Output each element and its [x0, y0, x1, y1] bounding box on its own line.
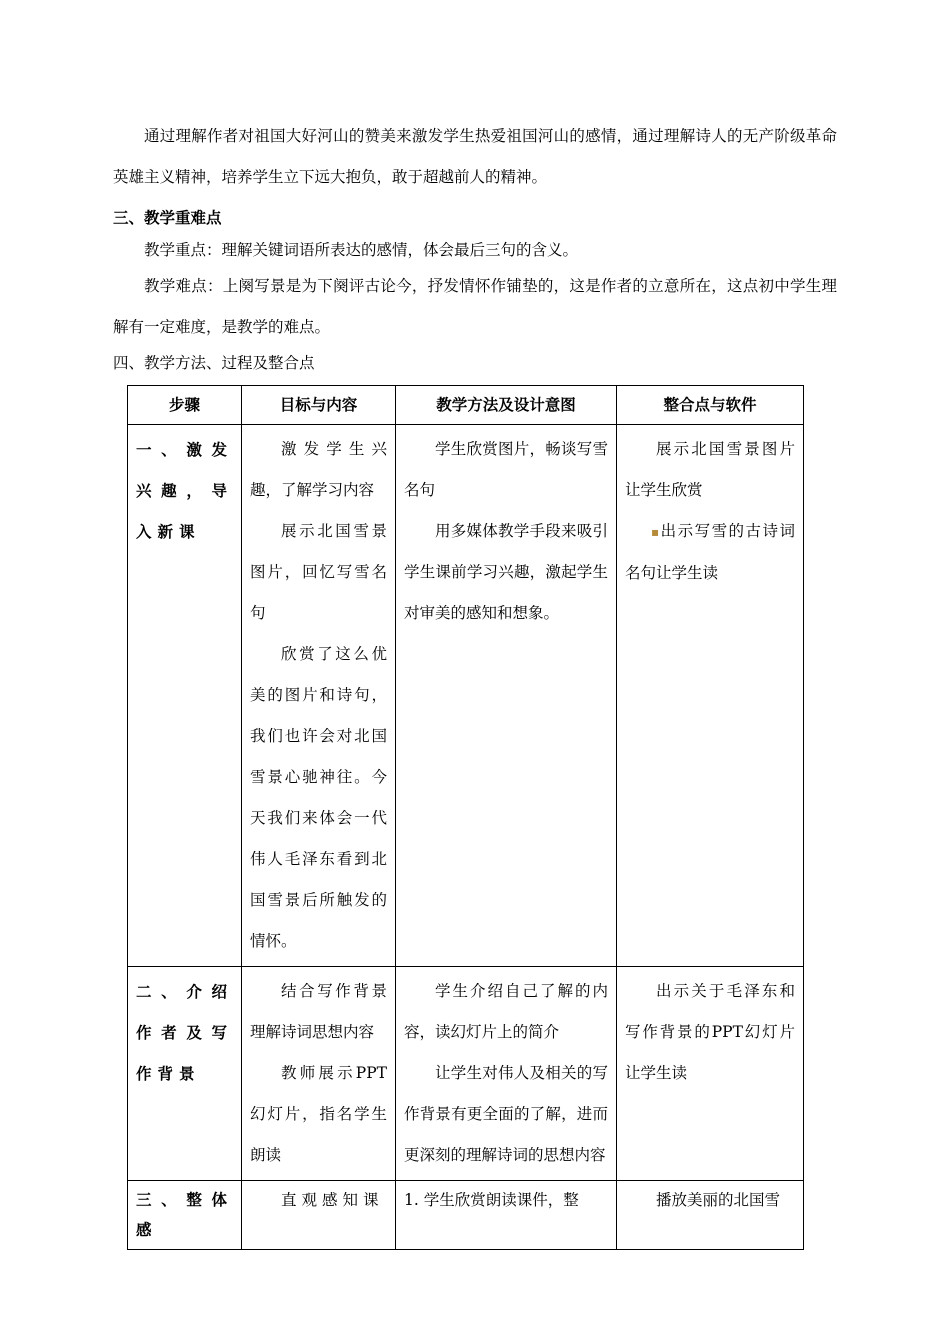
cell-paragraph: 1. 学生欣赏朗读课件，整	[404, 1191, 579, 1209]
method-cell	[396, 425, 617, 967]
cell-paragraph: 播放美丽的北国雪	[656, 1191, 781, 1209]
cell-paragraph: 让学生对伟人及相关的写作背景有更全面的了解，进而更深刻的理解诗词的思想内容	[404, 1064, 608, 1164]
content-cell	[242, 425, 396, 967]
step-cell: 三、整体感	[128, 1181, 242, 1250]
section-3-heading: 三、教学重难点	[113, 208, 222, 227]
section-4-heading: 四、教学方法、过程及整合点	[113, 354, 315, 372]
table-row	[128, 425, 804, 967]
cell-paragraph: 学生介绍自己了解的内容，读幻灯片上的简介	[404, 982, 608, 1041]
software-cell	[617, 1181, 804, 1250]
software-cell	[617, 425, 804, 967]
step-cell: 二、介绍作者及写作背景	[128, 967, 242, 1181]
header-content: 目标与内容	[242, 386, 396, 425]
step-cell: 一、激发兴趣，导入新课	[128, 425, 242, 967]
content-cell	[242, 967, 396, 1181]
cell-paragraph: 出示关于毛泽东和写作背景的PPT幻灯片让学生读	[625, 982, 795, 1082]
header-step: 步骤	[128, 386, 242, 425]
cell-paragraph: 欣赏了这么优美的图片和诗句，我们也许会对北国雪景心驰神往。今天我们来体会一代伟人毛泽东看到北国雪景后所触发的情怀。	[250, 645, 387, 950]
header-method: 教学方法及设计意图	[396, 386, 617, 425]
method-cell	[396, 1181, 617, 1250]
key-point-paragraph: 教学重点：理解关键词语所表达的感情，体会最后三句的含义。	[144, 241, 579, 259]
table-header-row	[128, 386, 804, 425]
method-cell	[396, 967, 617, 1181]
table-row	[128, 1181, 804, 1250]
content-cell	[242, 1181, 396, 1250]
teaching-plan-table	[127, 385, 804, 1250]
cell-paragraph: 展示北国雪景图片让学生欣赏	[625, 440, 795, 499]
cell-paragraph: 出示写雪的古诗词名句让学生读	[625, 522, 795, 582]
goal-paragraph: 通过理解作者对祖国大好河山的赞美来激发学生热爱祖国河山的感情，通过理解诗人的无产阶级革命英雄主义精神，培养学生立下远大抱负，敢于超越前人的精神。	[113, 127, 837, 186]
table-row	[128, 967, 804, 1181]
header-software: 整合点与软件	[617, 386, 804, 425]
cell-paragraph: 用多媒体教学手段来吸引学生课前学习兴趣，激起学生对审美的感知和想象。	[404, 522, 608, 622]
cell-paragraph: 学生欣赏图片，畅谈写雪名句	[404, 440, 608, 499]
software-cell	[617, 967, 804, 1181]
cell-paragraph: 结合写作背景理解诗词思想内容	[250, 982, 387, 1041]
difficulty-paragraph: 教学难点：上阕写景是为下阕评古论今，抒发情怀作铺垫的，这是作者的立意所在，这点初中学生理解有一定难度，是教学的难点。	[113, 277, 837, 336]
cell-paragraph: 激发学生兴趣，了解学习内容	[250, 440, 387, 499]
cell-paragraph: 直观感知课	[281, 1191, 384, 1209]
cell-paragraph: 教师展示PPT幻灯片，指名学生朗读	[250, 1064, 387, 1164]
bullet-dot-icon: ▪	[651, 525, 661, 539]
cell-paragraph: 展示北国雪景图片，回忆写雪名句	[250, 522, 387, 622]
